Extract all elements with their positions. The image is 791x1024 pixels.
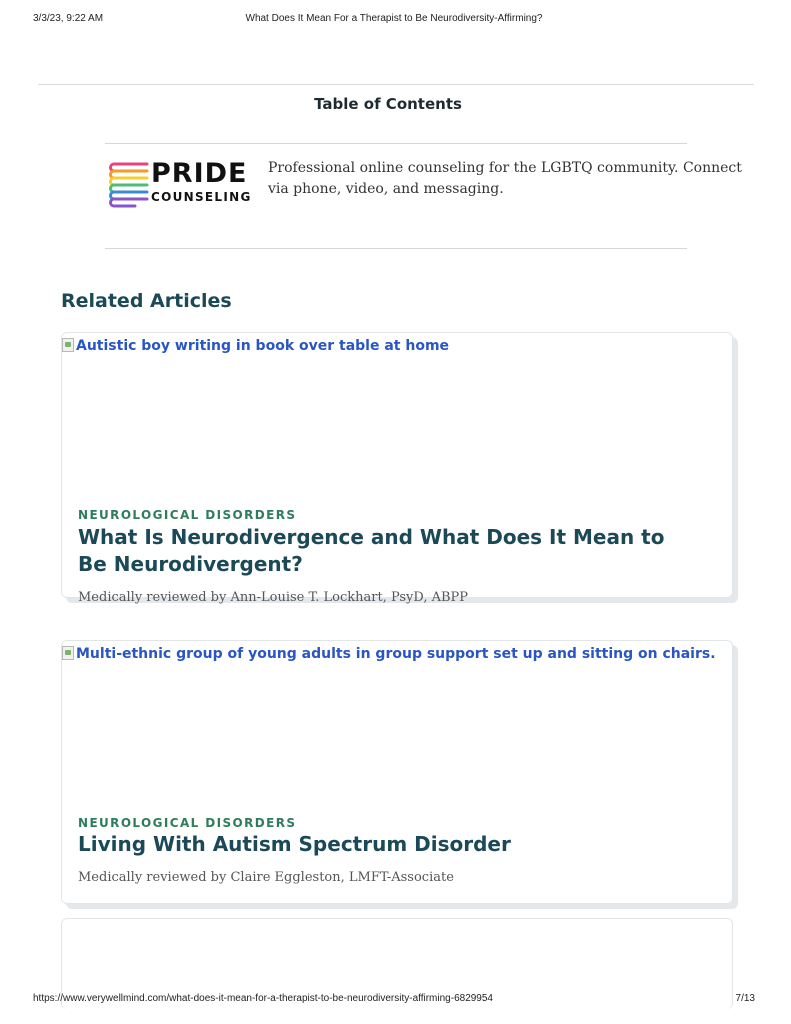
table-of-contents-toggle[interactable]: Table of Contents bbox=[314, 95, 462, 113]
print-datetime: 3/3/23, 9:22 AM bbox=[33, 13, 104, 24]
print-page-title: What Does It Mean For a Therapist to Be Neurodiversity-Affirming? bbox=[245, 13, 543, 24]
logo-subword: COUNSELING bbox=[151, 190, 252, 204]
image-alt-text: Multi-ethnic group of young adults in group support set up and sitting on chairs. bbox=[76, 646, 716, 662]
print-page-number: 7/13 bbox=[735, 993, 755, 1004]
pride-counseling-ad[interactable] bbox=[105, 157, 742, 212]
rainbow-stripes-icon bbox=[105, 159, 149, 207]
article-card[interactable] bbox=[61, 332, 733, 605]
article-card[interactable] bbox=[61, 640, 733, 904]
article-image[interactable] bbox=[62, 338, 449, 354]
image-alt-text: Autistic boy writing in book over table at home bbox=[76, 338, 450, 354]
ad-divider-top bbox=[105, 143, 687, 144]
article-category[interactable]: NEUROLOGICAL DISORDERS bbox=[78, 508, 297, 522]
divider bbox=[38, 84, 754, 85]
article-image[interactable] bbox=[62, 646, 716, 662]
ad-description: Professional online counseling for the LGBTQ community. Connect via phone, video, and messaging. bbox=[268, 160, 742, 197]
print-header bbox=[33, 13, 755, 27]
broken-image-icon bbox=[62, 338, 74, 352]
article-headline[interactable]: Living With Autism Spectrum Disorder bbox=[78, 832, 511, 856]
print-footer bbox=[33, 993, 755, 1007]
ad-divider-bottom bbox=[105, 248, 687, 249]
article-byline: Medically reviewed by Ann-Louise T. Lockhart, PsyD, ABPP bbox=[78, 590, 469, 605]
rainbow-stripe bbox=[111, 199, 148, 206]
pride-counseling-logo[interactable] bbox=[105, 157, 255, 209]
broken-image-icon bbox=[62, 646, 74, 660]
article-headline[interactable]: What Is Neurodivergence and What Does It Mean to Be Neurodivergent? bbox=[78, 525, 665, 576]
print-url: https://www.verywellmind.com/what-does-it-mean-for-a-therapist-to-be-neurodiversity-affirming-6829954 bbox=[33, 993, 493, 1004]
article-category[interactable]: NEUROLOGICAL DISORDERS bbox=[78, 816, 297, 830]
logo-word: PRIDE bbox=[151, 158, 248, 189]
article-byline: Medically reviewed by Claire Eggleston, LMFT-Associate bbox=[78, 870, 454, 885]
related-articles-heading: Related Articles bbox=[61, 290, 232, 312]
